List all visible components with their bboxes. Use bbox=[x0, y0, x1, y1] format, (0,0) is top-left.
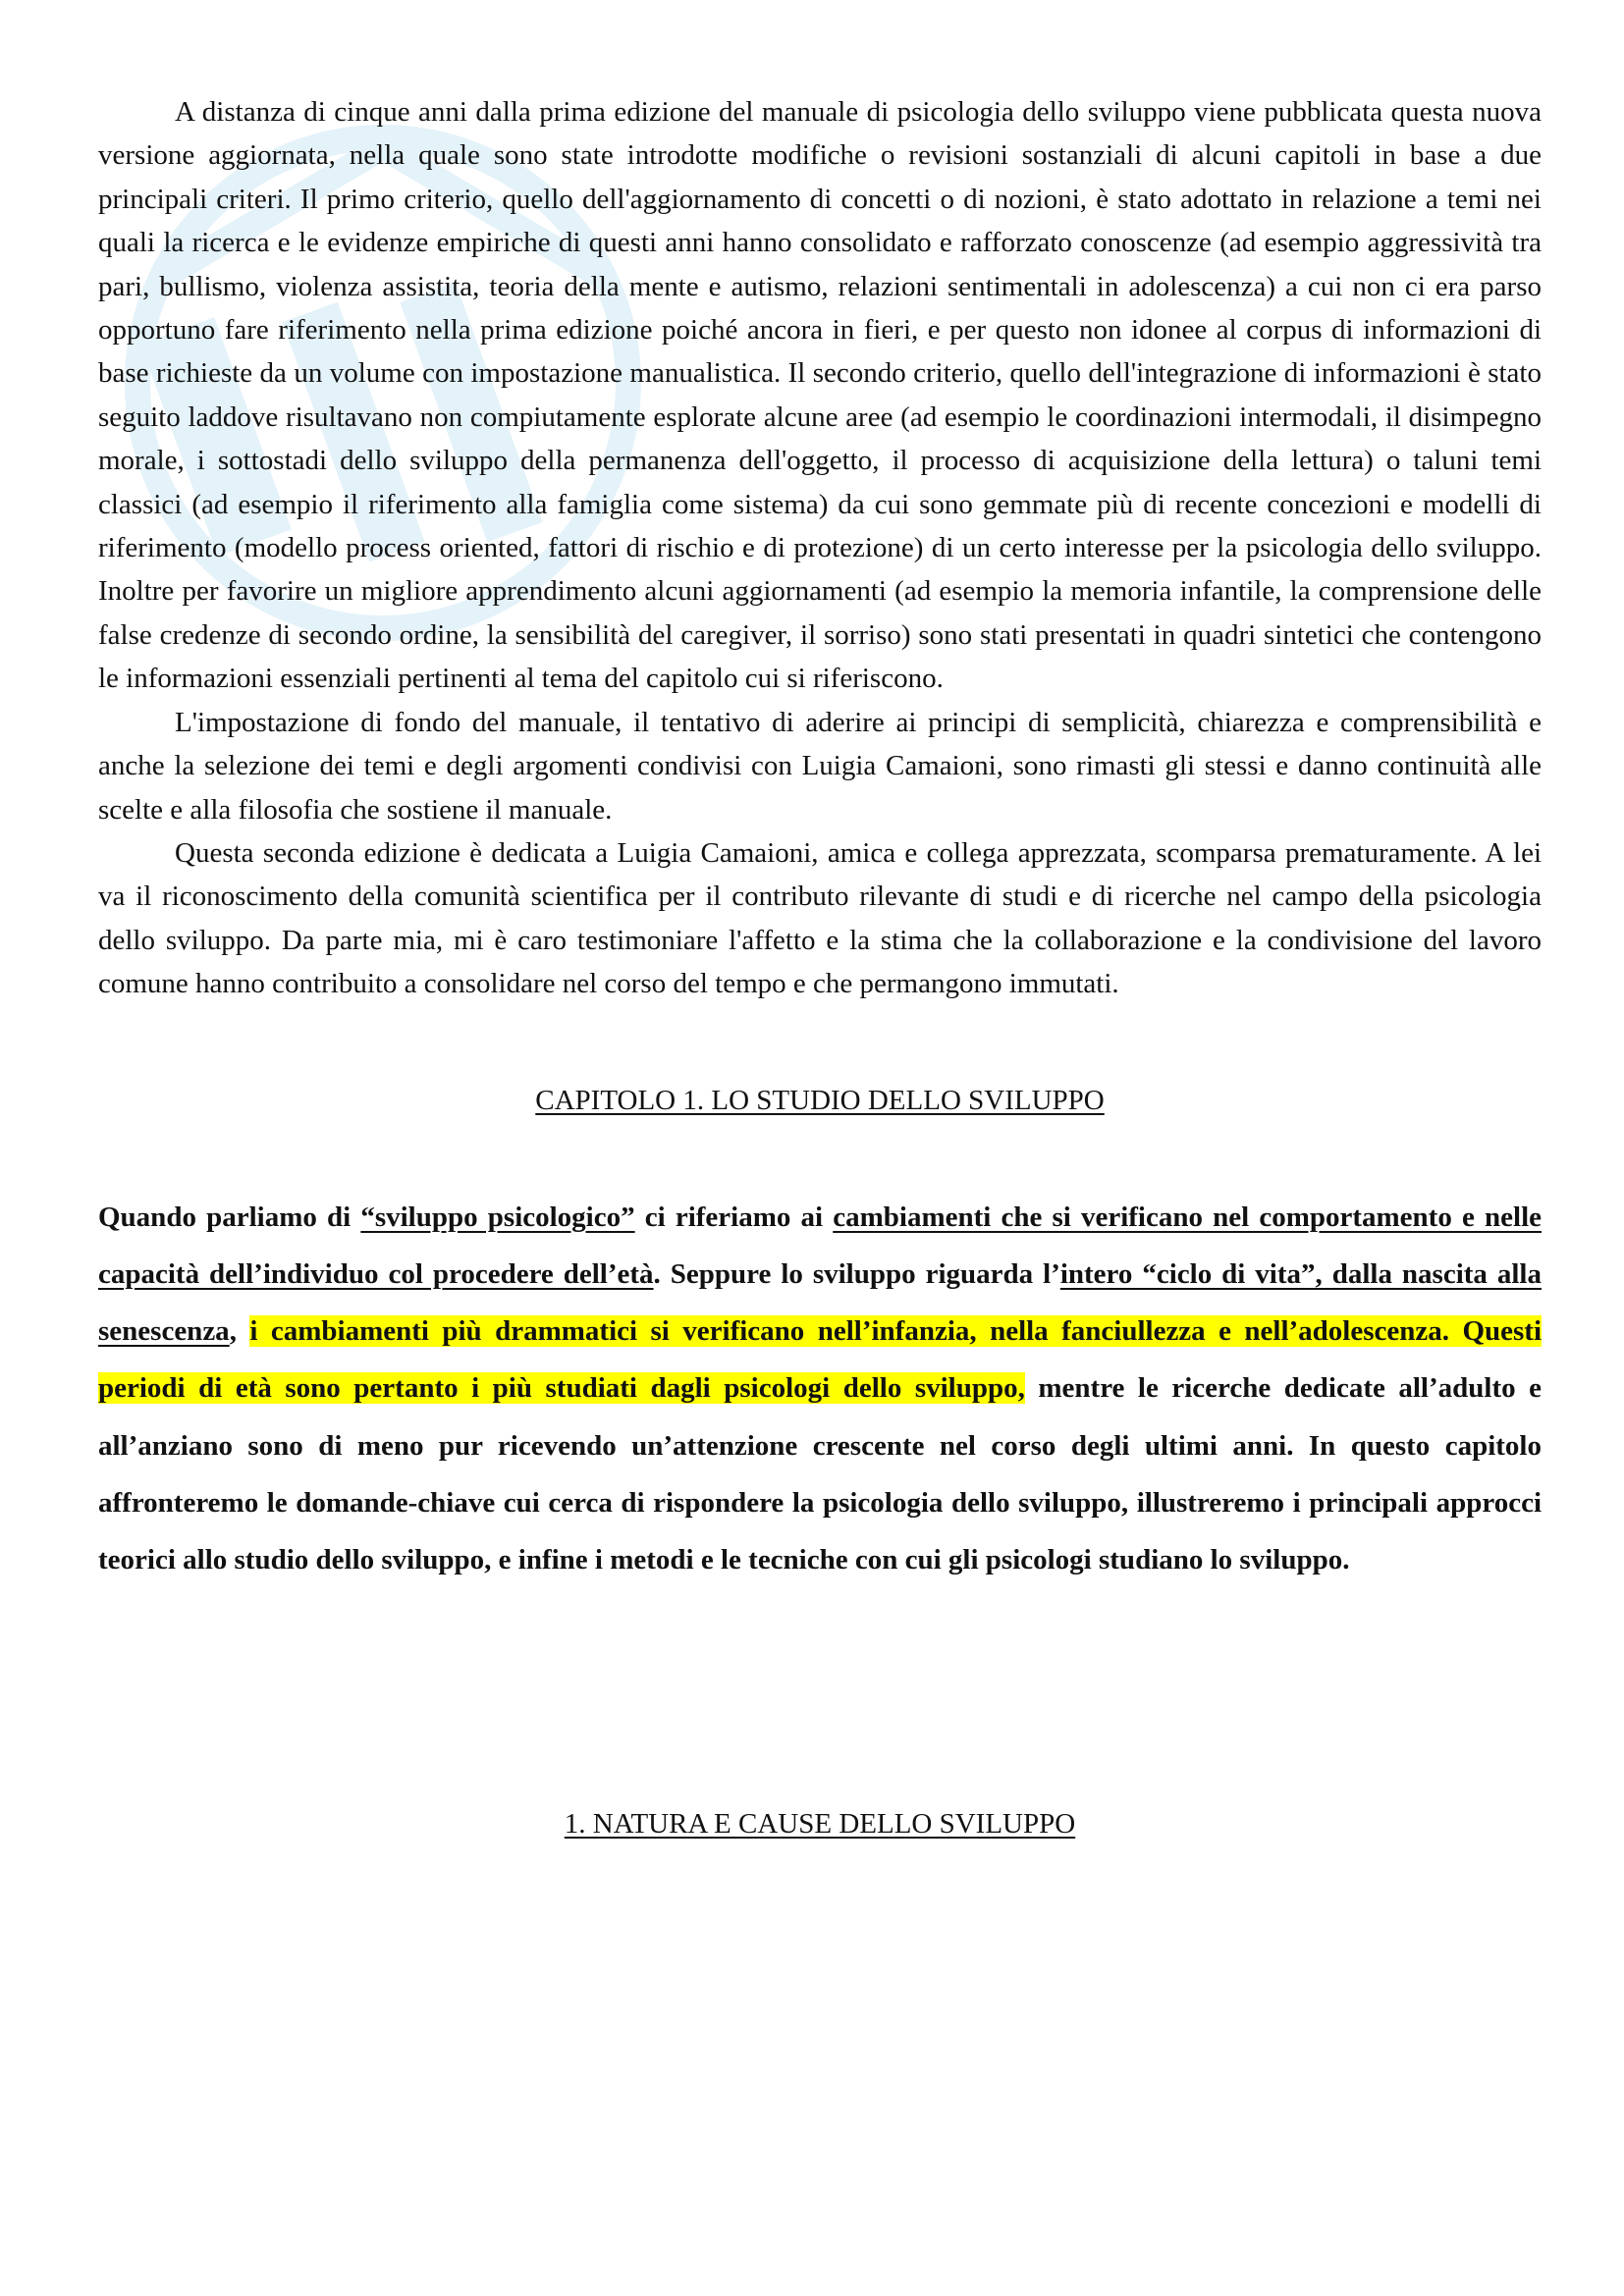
summary-underline-2: cambiamenti che si verificano nel comportamento e nelle capacità dell’individuo col procedere dell’età bbox=[98, 1201, 1542, 1290]
chapter-summary bbox=[98, 1189, 1542, 1589]
summary-underline-3: intero “ciclo di vita”, dalla nascita alla senescenza bbox=[98, 1257, 1542, 1348]
section-title: 1. NATURA E CAUSE DELLO SVILUPPO bbox=[564, 1807, 1076, 1840]
preface bbox=[98, 90, 1542, 1006]
page-content bbox=[98, 90, 1542, 1845]
summary-underline-1: “sviluppo psicologico” bbox=[360, 1201, 635, 1233]
preface-paragraph-3: Questa seconda edizione è dedicata a Luigia Camaioni, amica e collega apprezzata, scomparsa prematuramente. A lei va il riconoscimento della comunità scientifica per il contributo rilevante di studi e di ricerche nel campo della psicologia dello sviluppo. Da parte mia, mi è caro testimoniare l'affetto e la stima che la collaborazione e la condivisione del lavoro comune hanno contribuito a consolidare nel corso del tempo e che permangono immutati. bbox=[98, 836, 1542, 1000]
summary-text-4: , bbox=[229, 1315, 250, 1348]
summary-text-3: . Seppure lo sviluppo riguarda l’ bbox=[653, 1257, 1060, 1290]
preface-paragraph-2: L'impostazione di fondo del manuale, il tentativo di aderire ai principi di semplicità, chiarezza e comprensibilità e anche la selezione dei temi e degli argomenti condivisi con Luigia Camaioni, sono rimasti gli stessi e danno continuità alle scelte e alla filosofia che sostiene il manuale. bbox=[98, 706, 1542, 826]
summary-text-5: mentre le ricerche dedicate all’adulto e all’anziano sono di meno pur ricevendo un’attenzione crescente nel corso degli ultimi anni. In questo capitolo affronteremo le domande-chiave cui cerca di rispondere la psicologia dello sviluppo, illustreremo i principali approcci teorici allo studio dello sviluppo, e infine i metodi e le tecniche con cui gli psicologi studiano lo sviluppo. bbox=[98, 1372, 1542, 1576]
summary-text-1: Quando parliamo di bbox=[98, 1201, 361, 1233]
preface-paragraph-1: A distanza di cinque anni dalla prima edizione del manuale di psicologia dello sviluppo viene pubblicata questa nuova versione aggiornata, nella quale sono state introdotte modifiche o revisioni sostanziali di alcuni capitoli in base a due principali criteri. Il primo criterio, quello dell'aggiornamento di concetti o di nozioni, è stato adottato in relazione a temi nei quali la ricerca e le evidenze empiriche di questi anni hanno consolidato e rafforzato conoscenze (ad esempio aggressività tra pari, bullismo, violenza assistita, teoria della mente e autismo, relazioni sentimentali in adolescenza) a cui non ci era parso opportuno fare riferimento nella prima edizione poiché ancora in fieri, e per questo non idonee al corpus di informazioni di base richieste da un volume con impostazione manualistica. Il secondo criterio, quello dell'integrazione di informazioni è stato seguito laddove risultavano non compiutamente esplorate alcune aree (ad esempio le coordinazioni intermodali, il disimpegno morale, i sottostadi dello sviluppo della permanenza dell'oggetto, il processo di acquisizione della lettura) o taluni temi classici (ad esempio il riferimento alla famiglia come sistema) da cui sono gemmate più di recente concezioni e modelli di riferimento (modello process oriented, fattori di rischio e di protezione) di un certo interesse per la psicologia dello sviluppo. Inoltre per favorire un migliore apprendimento alcuni aggiornamenti (ad esempio la memoria infantile, la comprensione delle false credenze di secondo ordine, la sensibilità del caregiver, il sorriso) sono stati presentati in quadri sintetici che contengono le informazioni essenziali pertinenti al tema del capitolo cui si riferiscono. bbox=[98, 96, 1542, 695]
summary-highlight: i cambiamenti più drammatici si verificano nell’infanzia, nella fanciullezza e nell’adolescenza. Questi periodi di età sono pertanto i più studiati dagli psicologi dello sviluppo, bbox=[98, 1315, 1543, 1405]
chapter-title: CAPITOLO 1. LO STUDIO DELLO SVILUPPO bbox=[535, 1084, 1105, 1116]
summary-text-2: ci riferiamo ai bbox=[634, 1201, 834, 1233]
